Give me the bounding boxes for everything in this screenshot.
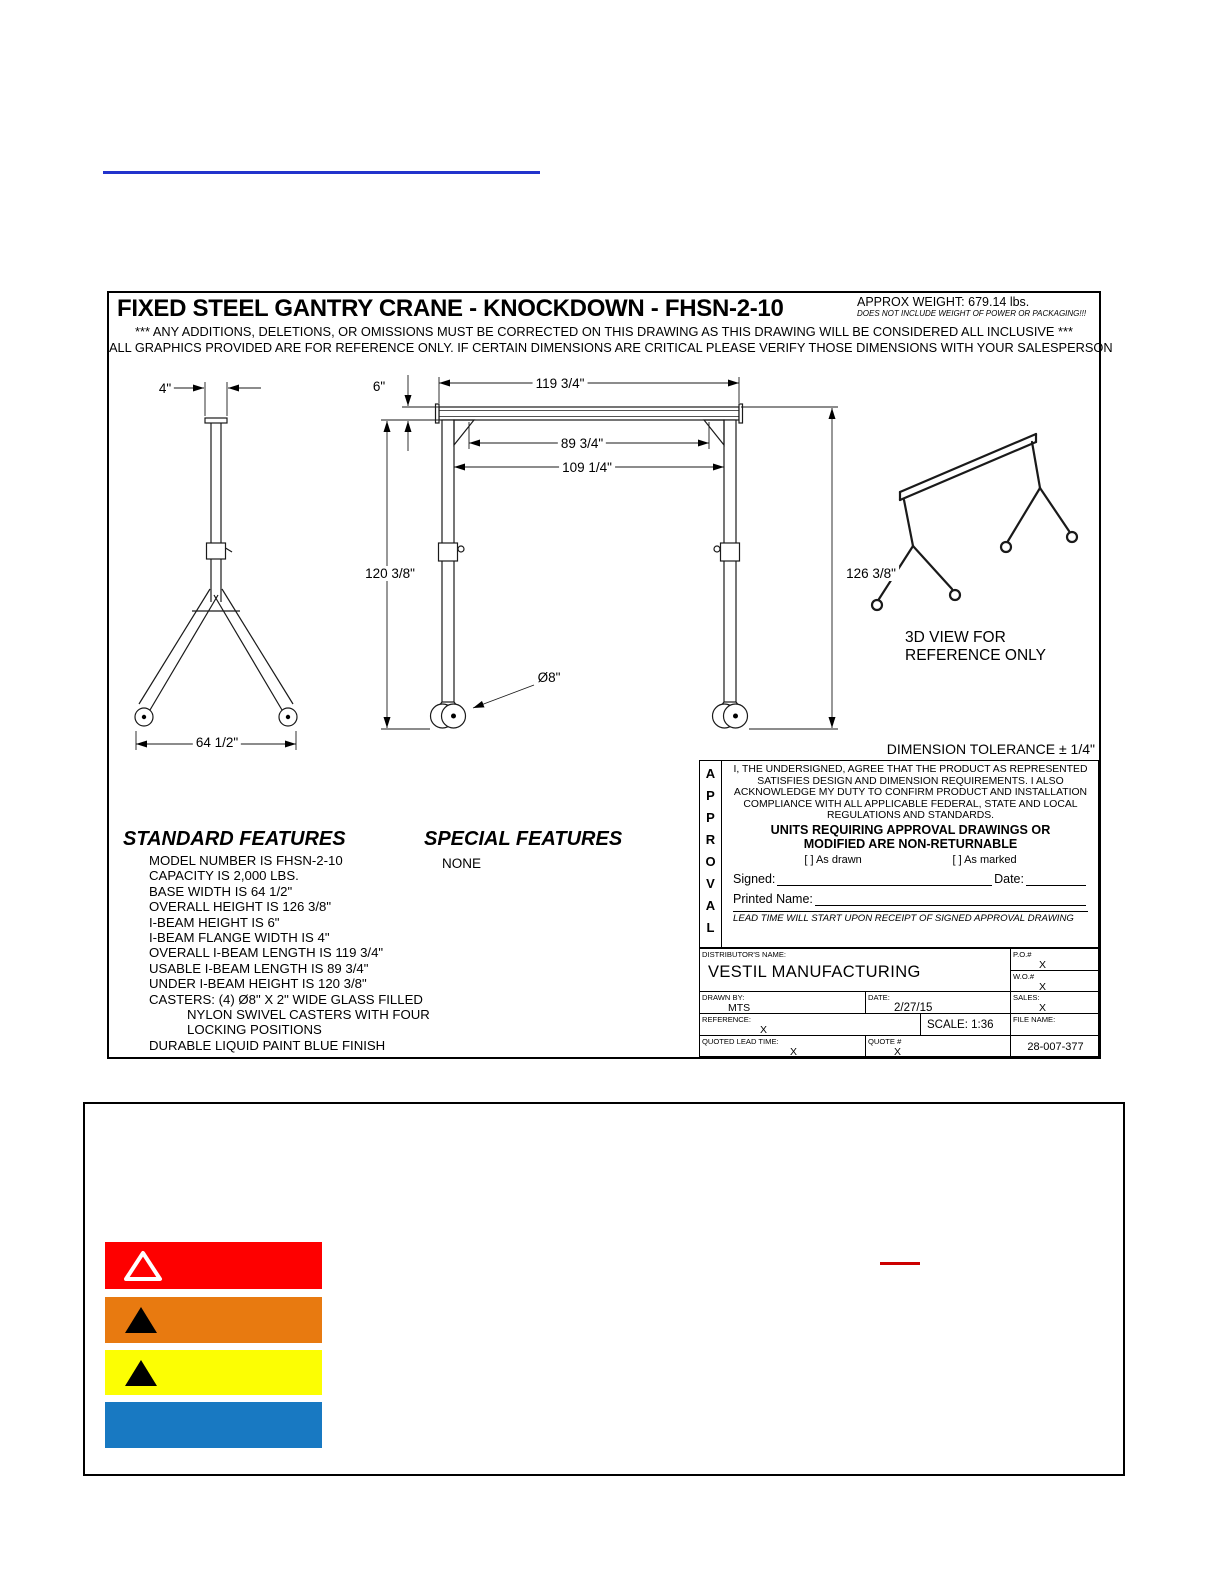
approval-statement: I, THE UNDERSIGNED, AGREE THAT THE PRODUCT AS REPRESENTED SATISFIES DESIGN AND DIMENSION REQUIREMENTS. I ALSO ACKNOWLEDGE MY DUTY TO CONFIRM PRODUCT AND INSTALLATION COMPLIANCE WITH ALL APPLICABLE FEDERAL, STATE AND LOCAL REGULATIONS AND STANDARDS. — [733, 764, 1088, 822]
sales-cell — [1010, 991, 1100, 1013]
feature-item: BASE WIDTH IS 64 1/2" — [149, 883, 293, 899]
feature-item: UNDER I-BEAM HEIGHT IS 120 3/8" — [149, 976, 367, 992]
top-link-underline[interactable] — [103, 171, 540, 174]
signed-label: Signed: — [733, 871, 776, 886]
sales-value: X — [1039, 1002, 1047, 1013]
wo-label: W.O.# — [1013, 972, 1035, 981]
wo-value: X — [1039, 981, 1047, 991]
file-name-label: FILE NAME: — [1013, 1015, 1056, 1024]
distributor-label: DISTRIBUTOR'S NAME: — [702, 950, 787, 959]
drawn-by-label: DRAWN BY: — [702, 993, 745, 1002]
drawing-title: FIXED STEEL GANTRY CRANE - KNOCKDOWN - FHSN-2-10 — [117, 295, 784, 322]
standard-features-heading: STANDARD FEATURES — [123, 828, 346, 850]
reference-label: REFERENCE: — [702, 1015, 751, 1024]
feature-item: CAPACITY IS 2,000 LBS. — [149, 868, 299, 884]
scale-cell — [920, 1013, 1010, 1035]
weight-block — [857, 296, 1095, 320]
signed-row — [733, 872, 1088, 886]
caution-label-bar — [105, 1350, 322, 1395]
feature-item: OVERALL HEIGHT IS 126 3/8" — [149, 899, 332, 915]
manufacturer-name: VESTIL MANUFACTURING — [708, 963, 921, 981]
approval-bold-notice — [733, 823, 1088, 852]
printed-name-row — [733, 892, 1088, 906]
feature-item: I-BEAM FLANGE WIDTH IS 4" — [149, 930, 330, 946]
feature-item: CASTERS: (4) Ø8" X 2" WIDE GLASS FILLED — [149, 991, 423, 1007]
special-features-value: NONE — [442, 856, 482, 871]
date-cell — [865, 991, 1010, 1013]
as-marked-checkbox: [ ] As marked — [952, 853, 1017, 866]
reference-cell — [700, 1013, 920, 1035]
notice-line-1: *** ANY ADDITIONS, DELETIONS, OR OMISSIONS MUST BE CORRECTED ON THIS DRAWING AS THIS DRAWING WILL BE CONSIDERED ALL INCLUSIVE *** — [135, 324, 1073, 339]
po-value: X — [1039, 959, 1047, 970]
safety-labels-panel — [83, 1102, 1125, 1476]
dim-inner-span: 109 1/4" — [559, 460, 615, 475]
dim-usable-beam: 89 3/4" — [558, 436, 606, 451]
po-cell — [1010, 949, 1100, 970]
date-line — [1026, 873, 1086, 886]
red-link-underline[interactable] — [880, 1262, 920, 1265]
drawn-by-value: MTS — [728, 1002, 751, 1013]
dim-base-width: 64 1/2" — [193, 735, 241, 750]
feature-item: LOCKING POSITIONS — [187, 1022, 322, 1038]
standard-features-list — [149, 853, 430, 1053]
feature-item: DURABLE LIQUID PAINT BLUE FINISH — [149, 1037, 386, 1053]
wo-cell — [1010, 970, 1100, 991]
approval-vertical-label: APPROVAL — [700, 761, 722, 947]
po-label: P.O.# — [1013, 950, 1032, 959]
printed-name-line — [815, 893, 1086, 906]
front-view-drawing — [381, 375, 838, 729]
notice-label-bar — [105, 1402, 322, 1448]
isometric-view-drawing — [872, 434, 1077, 610]
dim-beam-height: 6" — [370, 379, 388, 394]
title-block — [699, 948, 1099, 1057]
approx-weight: APPROX WEIGHT: 679.14 lbs. — [857, 295, 1030, 309]
dim-overall-beam: 119 3/4" — [533, 376, 588, 391]
quote-value: X — [894, 1046, 902, 1058]
dimension-tolerance: DIMENSION TOLERANCE ± 1/4" — [886, 741, 1095, 757]
sales-label: SALES: — [1013, 993, 1040, 1002]
feature-item: USABLE I-BEAM LENGTH IS 89 3/4" — [149, 960, 369, 976]
quoted-lead-cell — [700, 1035, 865, 1058]
file-name-value: 28-007-377 — [1027, 1041, 1084, 1053]
dim-overall-height: 126 3/8" — [843, 566, 899, 581]
special-features-heading: SPECIAL FEATURES — [424, 828, 623, 850]
date-label: DATE: — [868, 993, 890, 1002]
warning-label-bar — [105, 1297, 322, 1343]
weight-note: DOES NOT INCLUDE WEIGHT OF POWER OR PACKAGING!!! — [857, 309, 1087, 318]
view-3d-line1: 3D VIEW FOR — [905, 629, 1006, 646]
signature-line — [777, 873, 992, 886]
feature-item: NYLON SWIVEL CASTERS WITH FOUR — [187, 1007, 430, 1023]
view-3d-line2: REFERENCE ONLY — [905, 647, 1046, 664]
date-label: Date: — [994, 871, 1024, 886]
notice-line-2: ALL GRAPHICS PROVIDED ARE FOR REFERENCE ONLY. IF CERTAIN DIMENSIONS ARE CRITICAL PLEASE VERIFY THOSE DIMENSIONS WITH YOUR SALESPERSON — [109, 340, 1113, 355]
scale-value: SCALE: 1:36 — [927, 1019, 994, 1031]
printed-name-label: Printed Name: — [733, 891, 813, 906]
drawing-sheet — [107, 291, 1113, 1059]
warning-triangle-icon — [123, 1305, 159, 1335]
drawn-by-cell — [700, 991, 865, 1013]
quote-cell — [865, 1035, 1010, 1058]
feature-item: OVERALL I-BEAM LENGTH IS 119 3/4" — [149, 945, 384, 961]
quoted-lead-value: X — [790, 1046, 798, 1058]
lead-time-note: LEAD TIME WILL START UPON RECEIPT OF SIGNED APPROVAL DRAWING — [733, 911, 1088, 924]
caution-triangle-icon — [123, 1358, 159, 1388]
quote-label: QUOTE # — [868, 1037, 902, 1046]
feature-item: MODEL NUMBER IS FHSN-2-10 — [149, 853, 343, 868]
approval-choices — [733, 854, 1088, 866]
side-view-drawing — [135, 382, 297, 750]
feature-item: I-BEAM HEIGHT IS 6" — [149, 914, 280, 930]
distributor-cell — [700, 949, 1010, 991]
as-drawn-checkbox: [ ] As drawn — [804, 853, 862, 866]
dim-under-beam: 120 3/8" — [362, 566, 418, 581]
dim-flange-width: 4" — [156, 381, 174, 396]
file-name-cell — [1010, 1013, 1100, 1035]
danger-triangle-icon — [123, 1249, 163, 1283]
quoted-lead-label: QUOTED LEAD TIME: — [702, 1037, 779, 1046]
approval-block — [699, 760, 1099, 948]
date-value: 2/27/15 — [894, 1002, 933, 1013]
approval-bold-line1: UNITS REQUIRING APPROVAL DRAWINGS OR — [770, 822, 1051, 837]
dim-caster-diameter: Ø8" — [535, 670, 564, 685]
view-3d-caption — [905, 629, 1046, 665]
file-number-cell — [1010, 1035, 1100, 1058]
danger-label-bar — [105, 1242, 322, 1289]
approval-bold-line2: MODIFIED ARE NON-RETURNABLE — [803, 837, 1018, 852]
reference-value: X — [760, 1024, 768, 1035]
